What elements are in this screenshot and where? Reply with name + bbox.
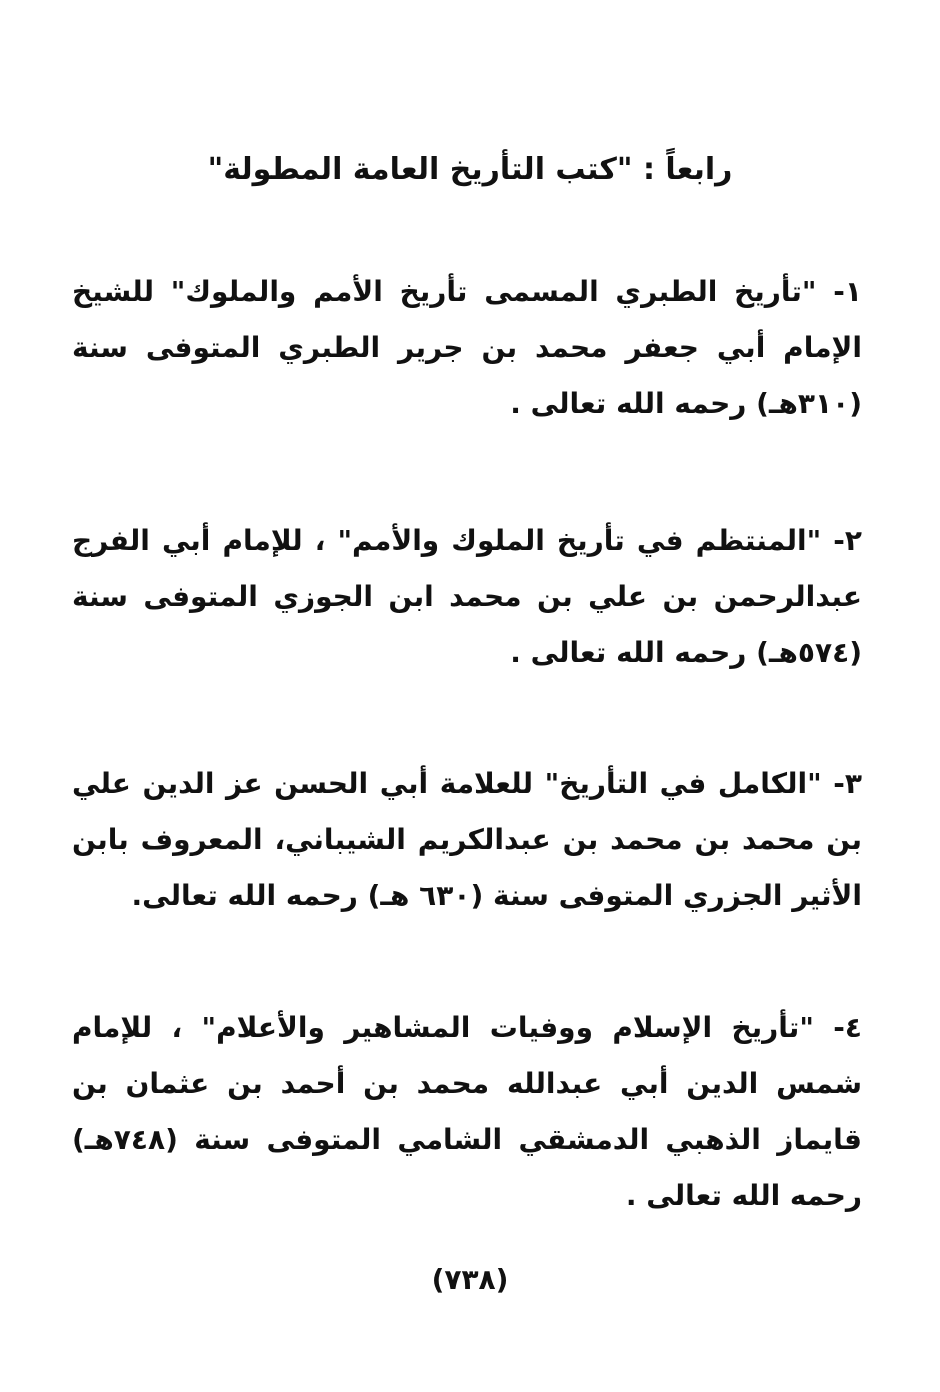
section-heading: رابعاً : "كتب التأريخ العامة المطولة": [207, 152, 733, 187]
bibliography-entry-2: ٢- "المنتظم في تأريخ الملوك والأمم" ، للإمام أبي الفرج عبدالرحمن بن علي بن محمد ابن الجوزي المتوفى سنة (٥٧٤هـ) رحمه الله تعالى .: [72, 524, 862, 669]
bibliography-entry-4: ٤- "تأريخ الإسلام ووفيات المشاهير والأعلام" ، للإمام شمس الدين أبي عبدالله محمد بن أحمد بن عثمان بن قايماز الذهبي الدمشقي الشامي المتوفى سنة (٧٤٨هـ) رحمه الله تعالى .: [72, 1011, 862, 1212]
bibliography-entry-3: ٣- "الكامل في التأريخ" للعلامة أبي الحسن عز الدين علي بن محمد بن محمد بن عبدالكريم الشيباني، المعروف بابن الأثير الجزري المتوفى سنة (٦٣٠ هـ) رحمه الله تعالى.: [72, 767, 862, 912]
bibliography-entry-1: ١- "تأريخ الطبري المسمى تأريخ الأمم والملوك" للشيخ الإمام أبي جعفر محمد بن جرير الطبري المتوفى سنة (٣١٠هـ) رحمه الله تعالى .: [72, 275, 862, 420]
page-number: (٧٣٨): [431, 1263, 509, 1296]
